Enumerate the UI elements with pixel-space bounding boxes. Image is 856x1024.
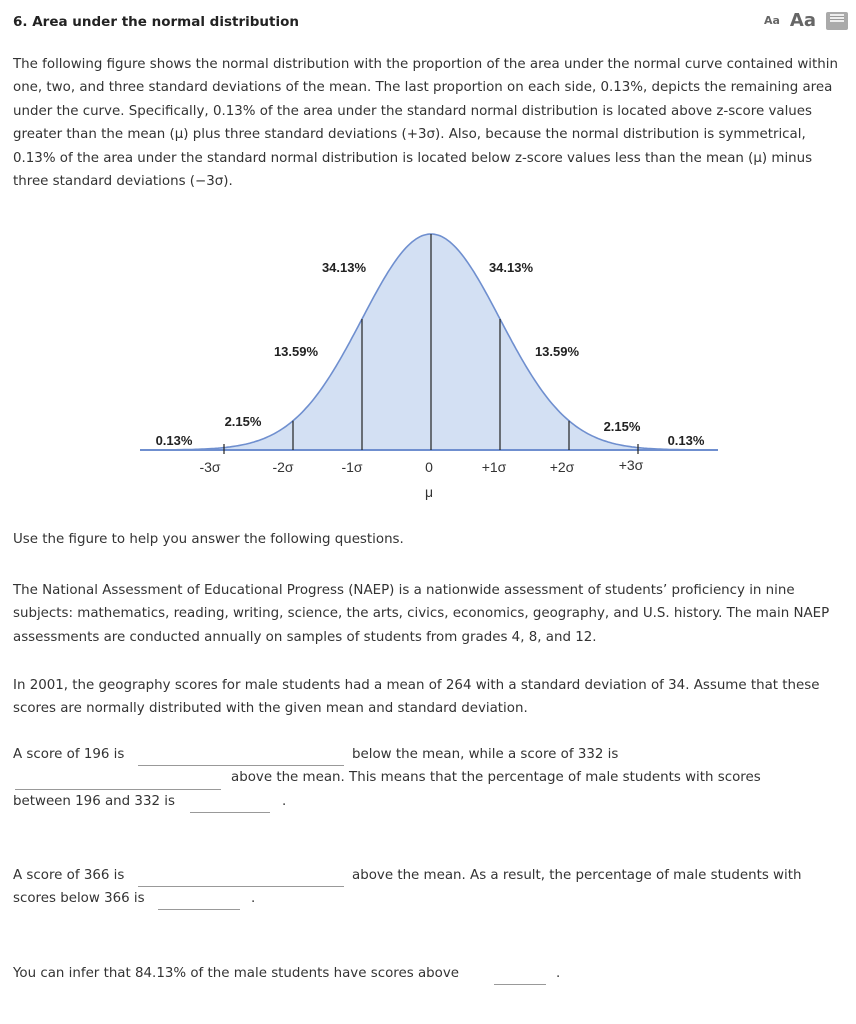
- q1-text-b: below the mean, while a score of 332 is: [352, 747, 619, 762]
- tick-p1: +1σ: [481, 459, 507, 475]
- q1-blank-3[interactable]: [190, 798, 270, 813]
- pct-l1: 34.13%: [321, 260, 367, 275]
- tick-m2: -2σ: [272, 459, 294, 475]
- q1-text-e: .: [282, 794, 287, 809]
- q2-text-d: .: [251, 891, 256, 906]
- decrease-font-button[interactable]: Aa: [763, 14, 780, 27]
- q3-text-b: .: [556, 966, 561, 981]
- pct-l2: 13.59%: [273, 344, 319, 359]
- q2-text-a: A score of 366 is: [13, 868, 125, 883]
- tick-m3: -3σ: [199, 459, 221, 475]
- q1-text-a: A score of 196 is: [13, 747, 125, 762]
- mu-label: μ: [424, 484, 434, 500]
- tick-p3: +3σ: [618, 457, 644, 473]
- naep-text: The National Assessment of Educational Progress (NAEP) is a nationwide assessment of students’ proficiency in nine subjects: mathematics, reading, writing, science, the arts, civics, economics, geography, and U.S. history. The main NAEP assessments are conducted annually on samples of students from grades 4, 8, and 12.: [13, 583, 830, 645]
- print-icon[interactable]: [826, 12, 848, 30]
- q3-blank-1[interactable]: [494, 970, 546, 985]
- pct-r3: 2.15%: [603, 419, 641, 434]
- q2-blank-2[interactable]: [158, 895, 240, 910]
- q1-text-c: above the mean. This means that the percentage of male students with scores: [231, 770, 761, 785]
- tick-0: 0: [425, 459, 433, 475]
- use-figure-text: Use the figure to help you answer the following questions.: [13, 532, 404, 547]
- increase-font-button[interactable]: Aa: [789, 10, 816, 31]
- question-title: 6. Area under the normal distribution: [13, 14, 299, 30]
- tick-p2: +2σ: [549, 459, 575, 475]
- q1-blank-1[interactable]: [138, 751, 344, 766]
- pct-r2: 13.59%: [534, 344, 580, 359]
- q1-blank-2[interactable]: [15, 775, 221, 790]
- q2-blank-1[interactable]: [138, 872, 344, 887]
- pct-l3: 2.15%: [224, 414, 262, 429]
- q3-text-a: You can infer that 84.13% of the male students have scores above: [13, 966, 460, 981]
- q2-text-b: above the mean. As a result, the percentage of male students with: [352, 868, 802, 883]
- intro-text: The following figure shows the normal distribution with the proportion of the area under the normal curve contained within one, two, and three standard deviations of the mean. The last proportion on each side, 0.13%, depicts the remaining area under the curve. Specifically, 0.13% of the area under the standard normal distribution is located above z-score values greater than the mean (μ) plus three standard deviations (+3σ). Also, because the normal distribution is symmetrical, 0.13% of the area under the standard normal distribution is located below z-score values less than the mean (μ) minus three standard deviations (−3σ).: [13, 57, 838, 190]
- toolbar: [764, 10, 848, 31]
- pct-tail-right: 0.13%: [667, 433, 705, 448]
- pct-tail-left: 0.13%: [155, 433, 193, 448]
- q1-text-d: between 196 and 332 is: [13, 794, 175, 809]
- scenario-text: In 2001, the geography scores for male students had a mean of 264 with a standard deviation of 34. Assume that these scores are normally distributed with the given mean and standard deviation.: [13, 678, 820, 717]
- q2-text-c: scores below 366 is: [13, 891, 145, 906]
- tick-m1: -1σ: [341, 459, 363, 475]
- normal-distribution-figure: [0, 220, 856, 510]
- pct-r1: 34.13%: [488, 260, 534, 275]
